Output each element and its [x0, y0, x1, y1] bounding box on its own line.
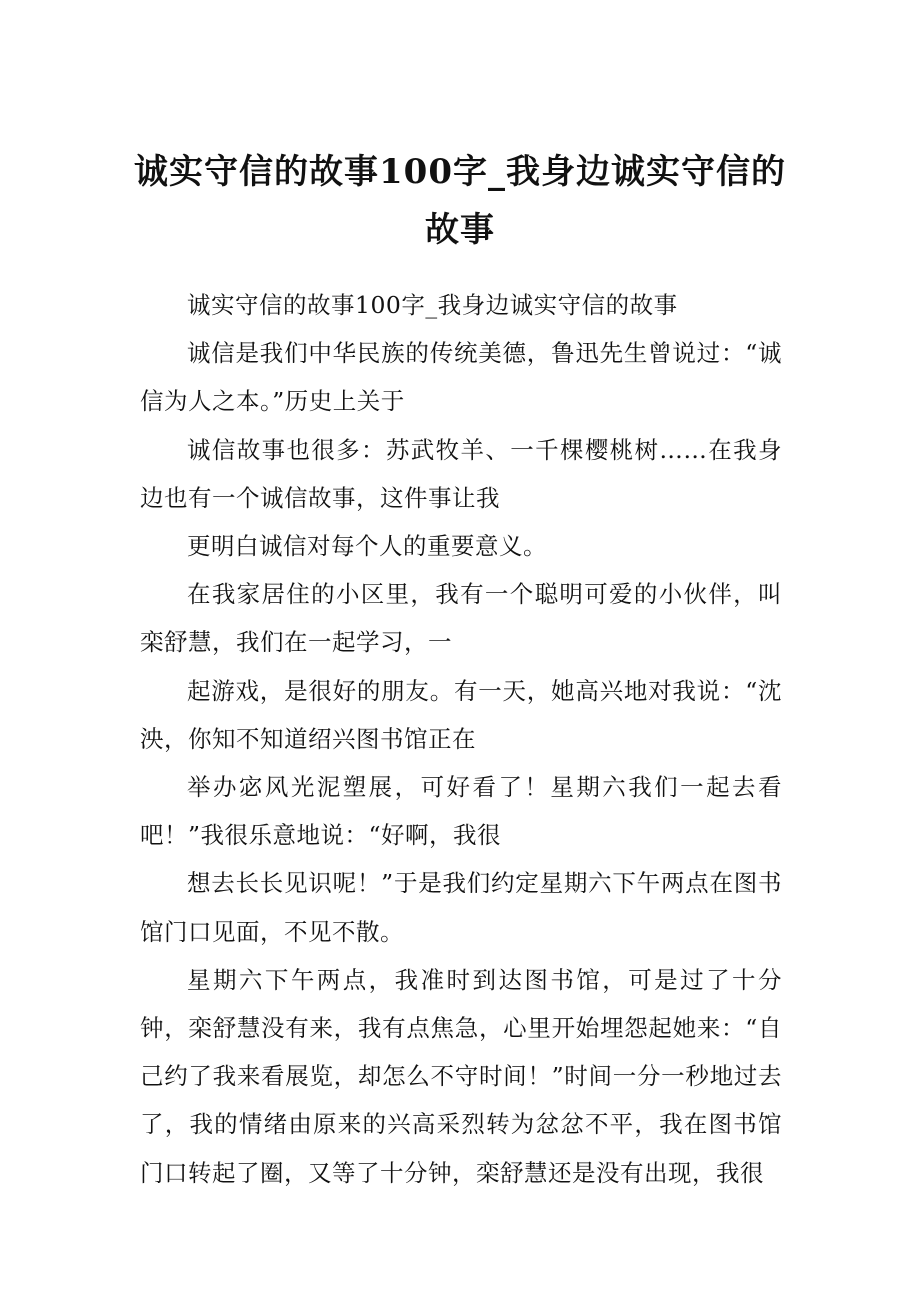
- paragraph-3: 诚信故事也很多：苏武牧羊、一千棵樱桃树……在我身边也有一个诚信故事，这件事让我: [140, 435, 782, 512]
- paragraph-7: 举办宓风光泥塑展，可好看了！星期六我们一起去看吧！”我很乐意地说：“好啊，我很: [140, 773, 782, 850]
- document-title: 诚实守信的故事100字_我身边诚实守信的故事: [134, 152, 786, 250]
- paragraph-8: 想去长长见识呢！”于是我们约定星期六下午两点在图书馆门口见面，不见不散。: [140, 869, 782, 946]
- paragraph-2: 诚信是我们中华民族的传统美德，鲁迅先生曾说过：“诚信为人之本。”历史上关于: [140, 339, 782, 416]
- paragraph-5: 在我家居住的小区里，我有一个聪明可爱的小伙伴，叫栾舒慧，我们在一起学习，一: [140, 580, 782, 657]
- paragraph-4: 更明白诚信对每个人的重要意义。: [187, 532, 547, 561]
- document-body: [140, 281, 782, 1197]
- paragraph-6: 起游戏，是很好的朋友。有一天，她高兴地对我说：“沈泱，你知不知道绍兴图书馆正在: [140, 676, 782, 753]
- paragraph-9: 星期六下午两点，我准时到达图书馆，可是过了十分钟，栾舒慧没有来，我有点焦急，心里开始埋怨起她来：“自己约了我来看展览，却怎么不守时间！”时间一分一秒地过去了，我的情绪由原来的兴高采烈转为忿忿不平，我在图书馆门口转起了圈，又等了十分钟，栾舒慧还是没有出现，我很: [140, 965, 782, 1187]
- paragraph-1: 诚实守信的故事100字_我身边诚实守信的故事: [187, 291, 678, 319]
